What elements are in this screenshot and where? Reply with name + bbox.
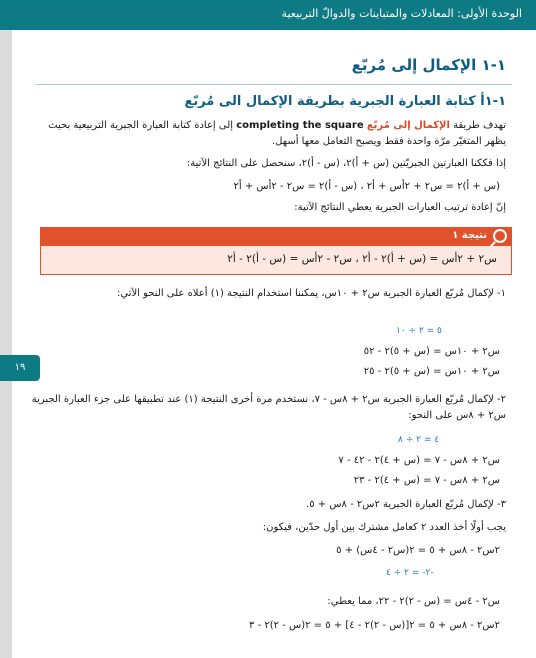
intro-english-term: completing the square	[236, 120, 364, 131]
section-title: ١-١ الإكمال إلى مُربّع	[351, 56, 506, 74]
example-3-line-1: ٢س٢ - ٨س + ٥ = ٢(س٢ - ٤س) + ٥	[336, 545, 500, 556]
expansion-formulas: (س + أ)٢ = س٢ + ٢أس + أ٢ ، (س - أ)٢ = س٢ - ٢أس + أ٢	[233, 181, 500, 192]
unit-title: الوحدة الأولى: المعادلات والمتباينات والدوالّ التربيعية	[281, 7, 522, 20]
page-edge-strip	[0, 30, 12, 658]
intro-expansion-lead: إذا فككنا العبارتين الجبريّتين (س + أ)٢، (س - أ)٢، سنحصل على النتائج الآتية:	[186, 158, 506, 169]
page-number: ١٩	[14, 362, 26, 373]
page-number-tab	[0, 355, 40, 381]
example-2-text: ٢- لإكمال مُربّع العبارة الجبرية س٢ + ٨س - ٧، نستخدم مرة أخرى النتيجة (١) عند تطبيقها على جزء العبارة الجبرية س٢ + ٨س على النحو:	[31, 394, 506, 421]
example-2-line-2: س٢ + ٨س - ٧ = (س + ٤)٢ - ٢٣	[353, 475, 500, 486]
example-1-text: ١- لإكمال مُربّع العبارة الجبرية س٢ + ١٠س، يمكننا استخدام النتيجة (١) أعلاه على النحو الآتي:	[116, 288, 506, 299]
example-3-line-3: ٢س٢ - ٨س + ٥ = ٢[(س - ٢)٢ - ٤] + ٥ = ٢(س - ٢)٢ - ٣	[249, 620, 500, 631]
section-subtitle: ١-١أ كتابة العبارة الجبرية بطريقة الإكمال الى مُربّع	[184, 94, 506, 109]
intro-text-b: إلى إعادة كتابة العبارة الجبرية التربيعية بحيث يظهر المتغيّر مرّة واحدة فقط ويصبح التعامل معها أسهل.	[48, 120, 506, 147]
example-2-line-1: س٢ + ٨س - ٧ = (س + ٤)٢ - ٤٢ - ٧	[338, 455, 500, 466]
unit-header-bar	[0, 0, 536, 30]
result-equation: س٢ + ٢أس = (س + أ)٢ - أ٢ ، س٢ - ٢أس = (س - أ)٢ - أ٢	[227, 253, 497, 265]
magnifier-icon	[493, 229, 507, 243]
intro-text-a: تهدف طريقة	[453, 120, 506, 131]
example-1-line-1: س٢ + ١٠س = (س + ٥)٢ - ٥٢	[363, 346, 500, 357]
title-divider	[36, 84, 512, 85]
example-2-note: ٤ = ٢ ÷ ٨	[398, 435, 440, 445]
example-1-line-2: س٢ + ١٠س = (س + ٥)٢ - ٢٥	[363, 366, 500, 377]
intro-paragraph	[28, 118, 506, 150]
result-title: نتيجة ١	[452, 230, 487, 241]
example-1-note: ٥ = ٢ ÷ ١٠	[396, 326, 442, 336]
example-3-text: ٣- لإكمال مُربّع العبارة الجبرية ٢س٢ - ٨س + ٥.	[306, 499, 506, 510]
intro-highlight: الإكمال إلى مُربّع	[366, 120, 450, 131]
example-3-note: ٢- = ٢ ÷ ٤-	[386, 568, 434, 578]
result-box	[40, 227, 512, 275]
example-3-line-2: س٢ - ٤س = (س - ٢)٢ - ٢٢، مما يعطي:	[327, 596, 500, 607]
rearrange-lead: إنّ إعادة ترتيب العبارات الجبرية يعطي النتائج الآتية:	[294, 202, 506, 213]
result-header	[41, 228, 511, 246]
example-3-text-2: يجب أولًا أخذ العدد ٢ كعامل مشترك بين أول حدّين، فيكون:	[262, 522, 506, 533]
